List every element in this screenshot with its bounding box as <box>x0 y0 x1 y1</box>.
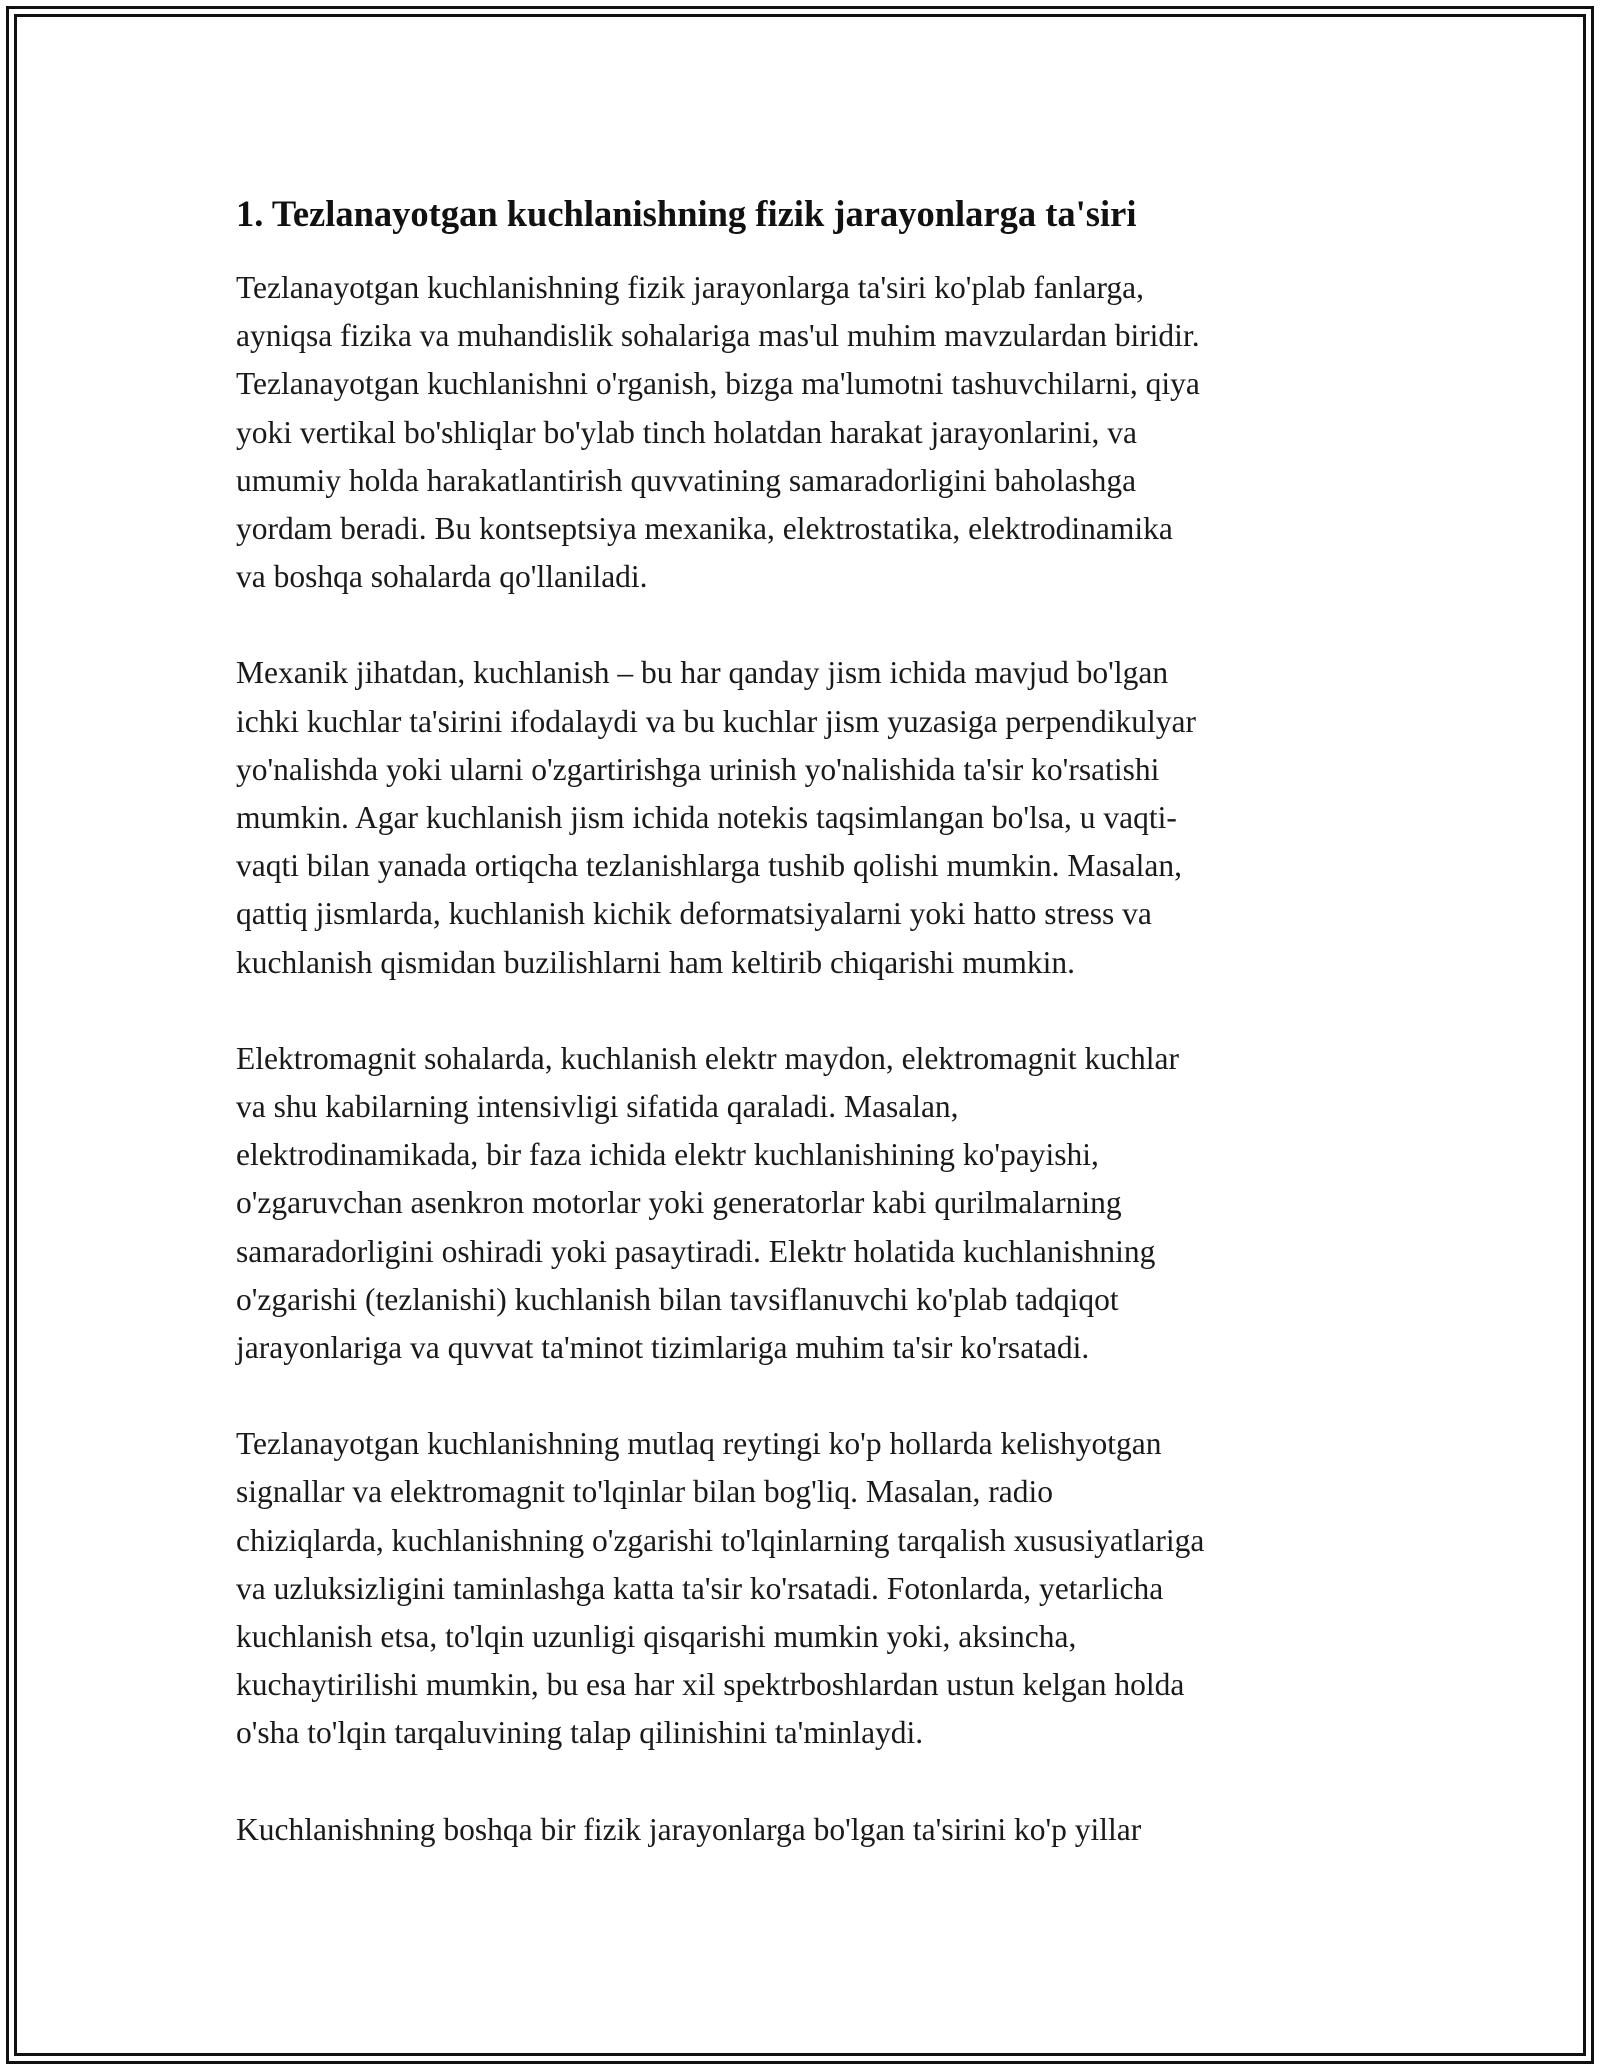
text-line: signallar va elektromagnit to'lqinlar bilan bog'liq. Masalan, radio <box>236 1474 1054 1510</box>
text-line: va shu kabilarning intensivligi sifatida qaraladi. Masalan, <box>236 1089 959 1125</box>
text-line: Elektromagnit sohalarda, kuchlanish elektr maydon, elektromagnit kuchlar <box>236 1040 1179 1076</box>
text-line: yoki vertikal bo'shliqlar bo'ylab tinch holatdan harakat jarayonlarini, va <box>236 414 1137 450</box>
paragraph-5 <box>236 1806 1376 1854</box>
text-line: va boshqa sohalarda qo'llaniladi. <box>236 559 648 595</box>
text-line: Kuchlanishning boshqa bir fizik jarayonlarga bo'lgan ta'sirini ko'p yillar <box>236 1811 1142 1847</box>
text-line: Tezlanayotgan kuchlanishning mutlaq reytingi ko'p hollarda kelishyotgan <box>236 1426 1162 1462</box>
text-line: Mexanik jihatdan, kuchlanish – bu har qanday jism ichida mavjud bo'lgan <box>236 655 1169 691</box>
text-line: ayniqsa fizika va muhandislik sohalariga mas'ul muhim mavzulardan biridir. <box>236 318 1200 354</box>
text-line: mumkin. Agar kuchlanish jism ichida notekis taqsimlangan bo'lsa, u vaqti- <box>236 800 1177 836</box>
text-line: Tezlanayotgan kuchlanishning fizik jarayonlarga ta'siri ko'plab fanlarga, <box>236 270 1145 305</box>
text-line: ichki kuchlar ta'sirini ifodalaydi va bu kuchlar jism yuzasiga perpendikulyar <box>236 703 1197 739</box>
paragraph-2 <box>236 649 1376 986</box>
text-line: o'zgarishi (tezlanishi) kuchlanish bilan tavsiflanuvchi ko'plab tadqiqot <box>236 1281 1119 1317</box>
text-line: umumiy holda harakatlantirish quvvatining samaradorligini baholashga <box>236 462 1137 498</box>
text-line: elektrodinamikada, bir faza ichida elektr kuchlanishining ko'payishi, <box>236 1137 1099 1173</box>
text-line: o'zgaruvchan asenkron motorlar yoki generatorlar kabi qurilmalarning <box>236 1185 1122 1221</box>
text-line: o'sha to'lqin tarqaluvining talap qilinishini ta'minlaydi. <box>236 1715 924 1751</box>
text-line: yordam beradi. Bu kontseptsiya mexanika, elektrostatika, elektrodinamika <box>236 511 1173 547</box>
text-line: Tezlanayotgan kuchlanishni o'rganish, bizga ma'lumotni tashuvchilarni, qiya <box>236 366 1200 402</box>
paragraph-4 <box>236 1420 1376 1757</box>
text-line: kuchlanish qismidan buzilishlarni ham keltirib chiqarishi mumkin. <box>236 944 1075 980</box>
text-line: vaqti bilan yanada ortiqcha tezlanishlarga tushib qolishi mumkin. Masalan, <box>236 848 1182 884</box>
section-heading: 1. Tezlanayotgan kuchlanishning fizik jarayonlarga ta'siri <box>236 193 1137 234</box>
text-line: qattiq jismlarda, kuchlanish kichik deformatsiyalarni yoki hatto stress va <box>236 896 1152 932</box>
text-line: kuchlanish etsa, to'lqin uzunligi qisqarishi mumkin yoki, aksincha, <box>236 1619 1077 1655</box>
text-line: samaradorligini oshiradi yoki pasaytiradi. Elektr holatida kuchlanishning <box>236 1233 1156 1269</box>
text-line: kuchaytirilishi mumkin, bu esa har xil spektrboshlardan ustun kelgan holda <box>236 1667 1185 1703</box>
paragraph-1 <box>236 264 1376 601</box>
text-line: va uzluksizligini taminlashga katta ta'sir ko'rsatadi. Fotonlarda, yetarlicha <box>236 1570 1164 1606</box>
text-line: yo'nalishda yoki ularni o'zgartirishga urinish yo'nalishida ta'sir ko'rsatishi <box>236 751 1160 787</box>
document-body <box>236 186 1376 1902</box>
text-line: chiziqlarda, kuchlanishning o'zgarishi to'lqinlarning tarqalish xususiyatlariga <box>236 1522 1205 1558</box>
paragraph-3 <box>236 1035 1376 1372</box>
text-line: jarayonlariga va quvvat ta'minot tizimlariga muhim ta'sir ko'rsatadi. <box>236 1330 1090 1366</box>
